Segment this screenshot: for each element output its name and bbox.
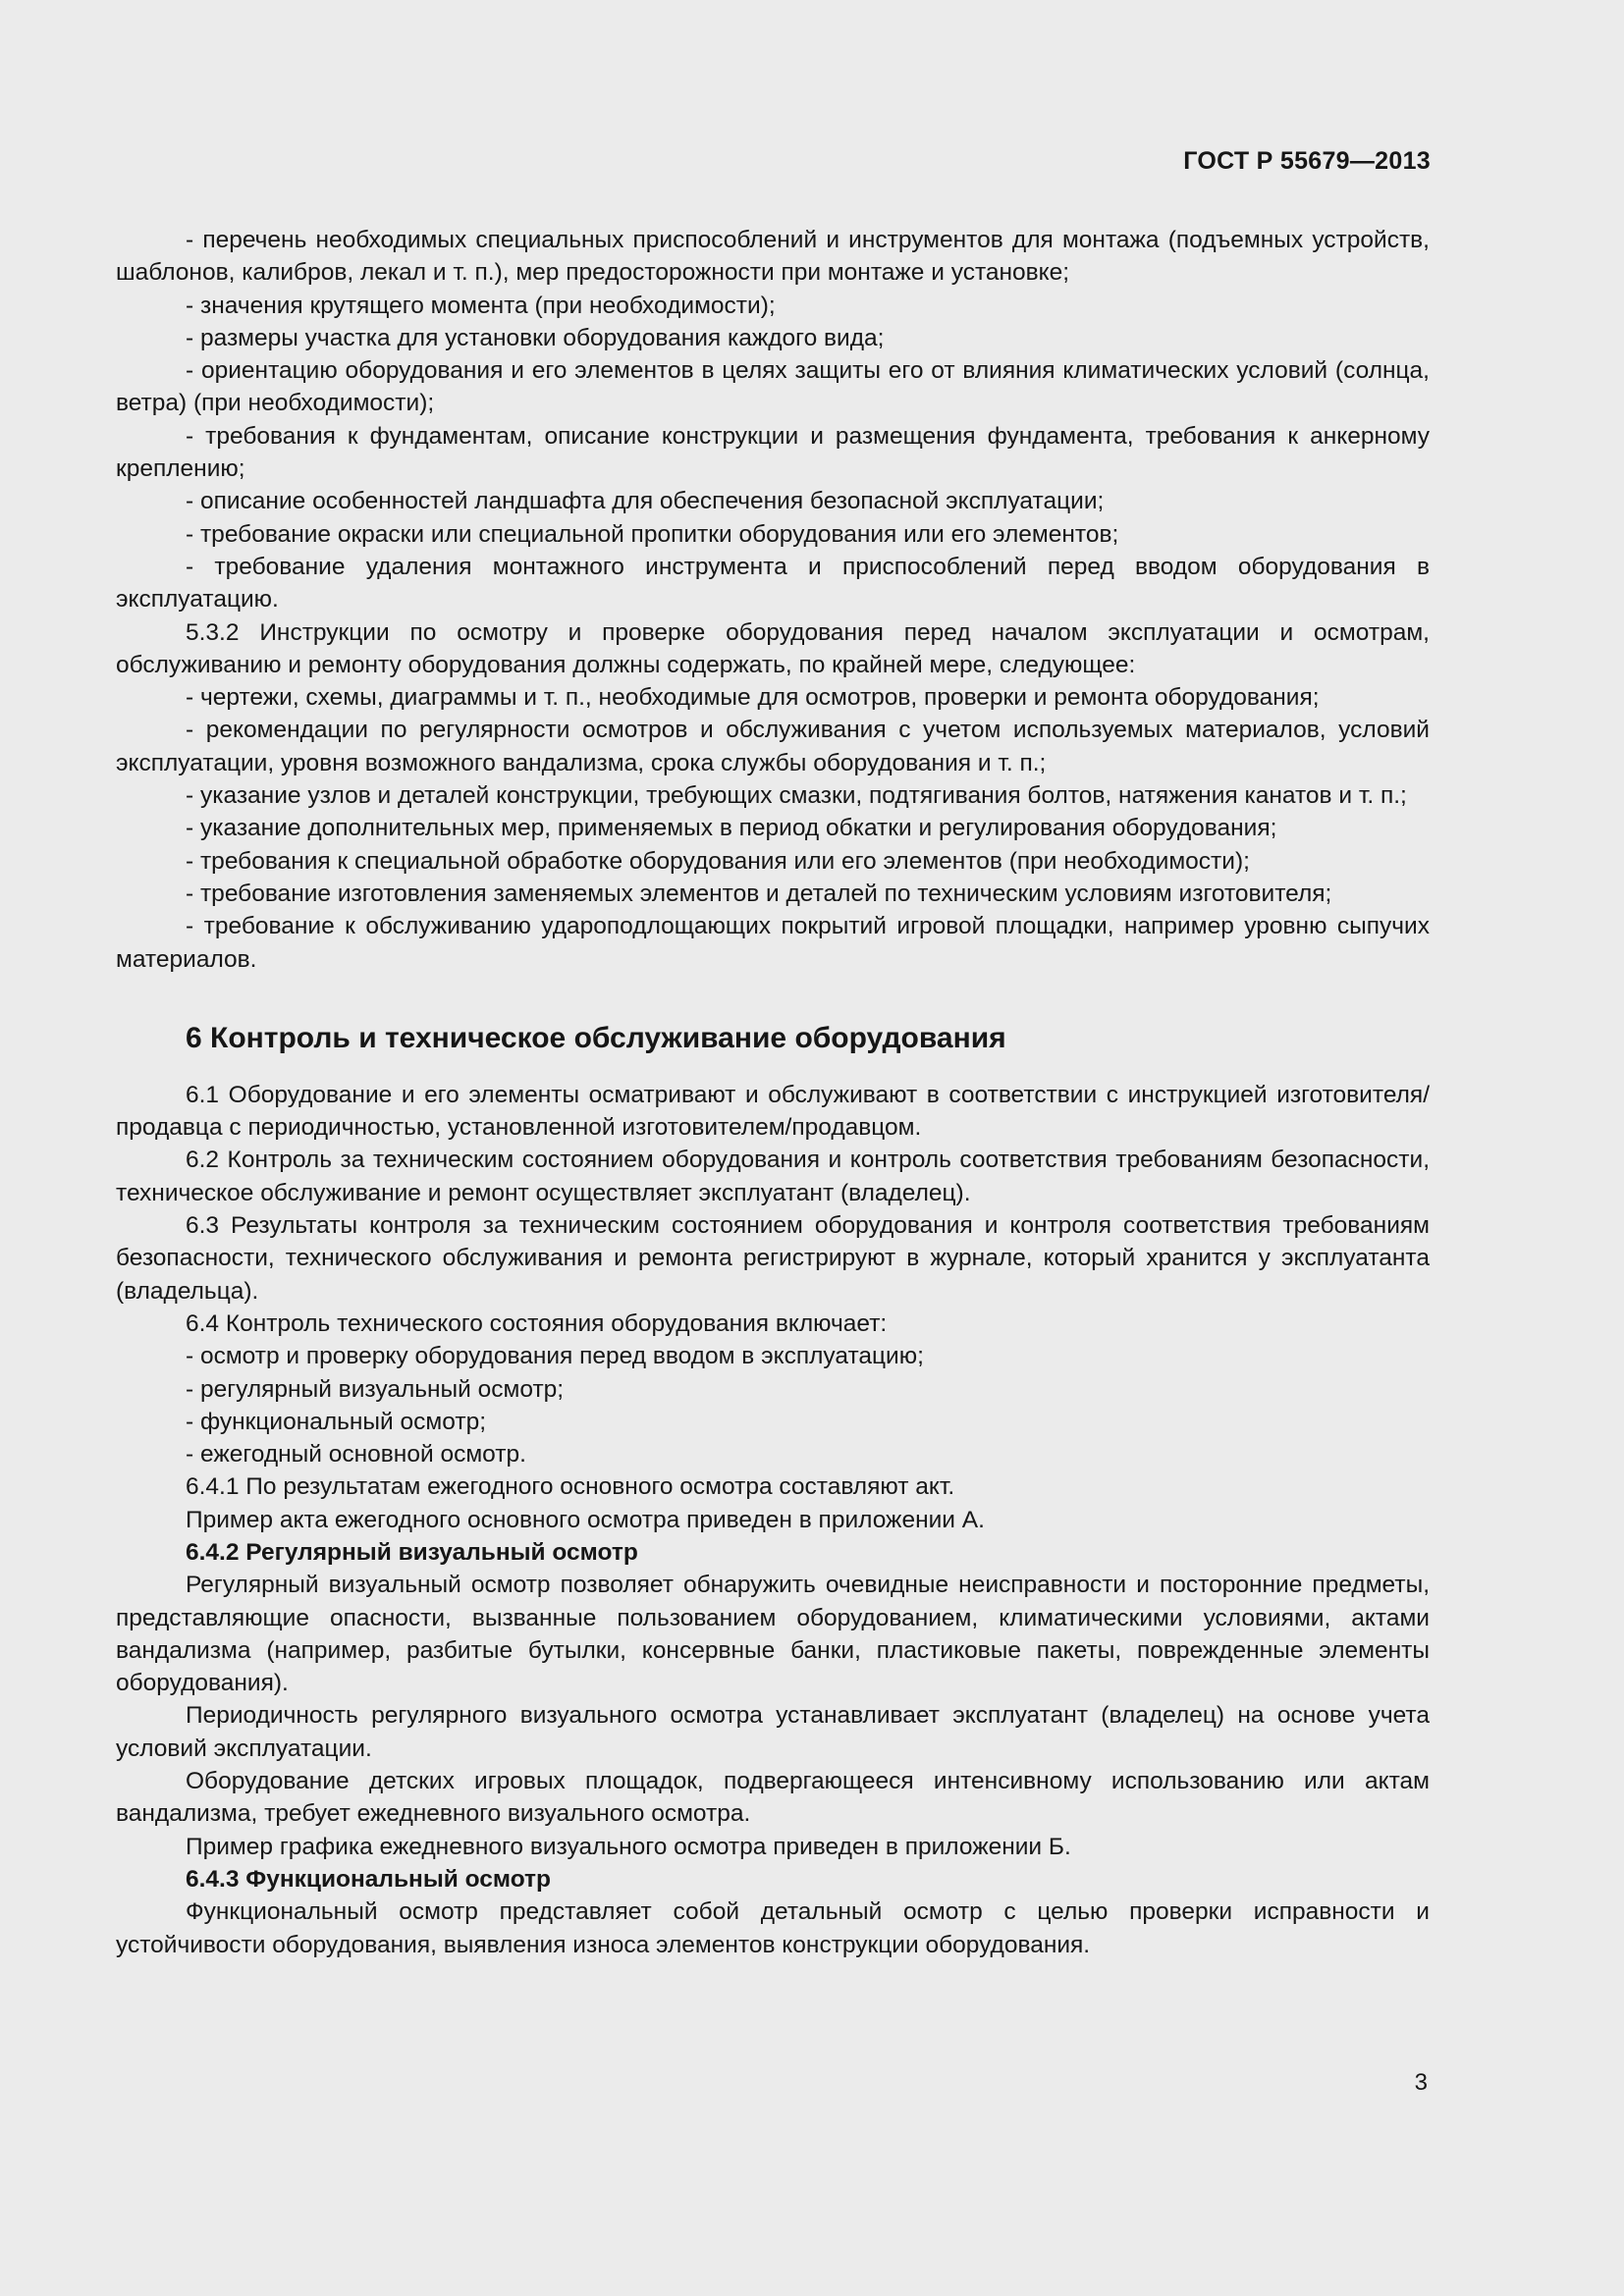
list-item-regular-visual: - регулярный визуальный осмотр; [186,1375,565,1403]
page-number: 3 [1414,2069,1428,2096]
list-item-drawings: - чертежи, схемы, диаграммы и т. п., необходимые для осмотров, проверки и ремонта оборудования; [186,684,1320,712]
list-item-special-treatment: - требования к специальной обработке оборудования или его элементов (при необходимости); [186,847,1250,875]
clause-6-1: 6.1 Оборудование и его элементы осматривают и обслуживают в соответствии с инструкцией изготовителя/продавца с периодичностью, установленной изготовителем/продавцом. [116,1081,1430,1142]
list-item-pre-operation: - осмотр и проверку оборудования перед вводом в эксплуатацию; [186,1343,924,1370]
list-item-tools: - перечень необходимых специальных приспособлений и инструментов для монтажа (подъемных устройств, шаблонов, калибров, лекал и т. п.), мер предосторожности при монтаже и установке; [116,227,1430,287]
list-item-surfacing: - требование к обслуживанию удароподлощающих покрытий игровой площадки, например уровню сыпучих материалов. [116,913,1430,973]
list-item-foundation: - требования к фундаментам, описание конструкции и размещения фундамента, требования к анкерному креплению; [116,422,1430,483]
list-item-replacement-parts: - требование изготовления заменяемых элементов и деталей по техническим условиям изготовителя; [186,880,1332,907]
clause-6-4-2-d: Пример графика ежедневного визуального осмотра приведен в приложении Б. [186,1833,1071,1860]
list-item-site-size: - размеры участка для установки оборудования каждого вида; [186,324,885,351]
document-body [116,224,1430,1961]
list-item-painting: - требование окраски или специальной пропитки оборудования или его элементов; [186,520,1119,548]
list-item-landscape: - описание особенностей ландшафта для обеспечения безопасной эксплуатации; [186,488,1105,515]
clause-6-4-2-c: Оборудование детских игровых площадок, подвергающееся интенсивному использованию или актам вандализма, требует ежедневного визуального осмотра. [116,1768,1430,1828]
clause-6-4-2-b: Периодичность регулярного визуального осмотра устанавливает эксплуатант (владелец) на основе учета условий эксплуатации. [116,1702,1430,1762]
clause-6-4-3-a: Функциональный осмотр представляет собой детальный осмотр с целью проверки исправности и устойчивости оборудования, выявления износа элементов конструкции оборудования. [116,1898,1430,1958]
list-item-orientation: - ориентацию оборудования и его элементов в целях защиты его от влияния климатических условий (солнца, ветра) (при необходимости); [116,357,1430,417]
clause-6-4-1-example: Пример акта ежегодного основного осмотра приведен в приложении А. [186,1506,985,1533]
clause-6-3: 6.3 Результаты контроля за техническим состоянием оборудования и контроля соответствия требованиям безопасности, технического обслуживания и ремонта регистрируют в журнале, который хранится у эксплуатанта (владельца). [116,1212,1430,1305]
clause-6-4: 6.4 Контроль технического состояния оборудования включает: [186,1309,888,1337]
document-header: ГОСТ Р 55679—2013 [1183,147,1431,175]
list-item-break-in: - указание дополнительных мер, применяемых в период обкатки и регулирования оборудования; [186,815,1277,842]
section-6-heading: 6 Контроль и техническое обслуживание оборудования [186,1021,1006,1054]
subheading-6-4-3: 6.4.3 Функциональный осмотр [186,1865,552,1893]
list-item-torque: - значения крутящего момента (при необходимости); [186,292,776,319]
list-item-lubrication: - указание узлов и деталей конструкции, требующих смазки, подтягивания болтов, натяжения канатов и т. п.; [186,782,1407,810]
list-item-functional: - функциональный осмотр; [186,1408,486,1435]
subheading-6-4-2: 6.4.2 Регулярный визуальный осмотр [186,1538,638,1566]
clause-6-4-1: 6.4.1 По результатам ежегодного основного осмотра составляют акт. [186,1473,955,1501]
list-item-annual: - ежегодный основной осмотр. [186,1441,526,1468]
clause-6-2: 6.2 Контроль за техническим состоянием оборудования и контроль соответствия требованиям безопасности, техническое обслуживание и ремонт осуществляет эксплуатант (владелец). [116,1147,1430,1206]
clause-6-4-2-a: Регулярный визуальный осмотр позволяет обнаружить очевидные неисправности и посторонние предметы, представляющие опасности, вызванные пользованием оборудованием, климатическими условиями, актами вандализма (например, разбитые бутылки, консервные банки, пластиковые пакеты, поврежденные элементы оборудования). [116,1572,1430,1697]
clause-5-3-2: 5.3.2 Инструкции по осмотру и проверке оборудования перед началом эксплуатации и осмотрам, обслуживанию и ремонту оборудования должны содержать, по крайней мере, следующее: [116,618,1430,678]
list-item-tool-removal: - требование удаления монтажного инструмента и приспособлений перед вводом оборудования в эксплуатацию. [116,553,1430,614]
list-item-recommendations: - рекомендации по регулярности осмотров и обслуживания с учетом используемых материалов, условий эксплуатации, уровня возможного вандализма, срока службы оборудования и т. п.; [116,717,1430,776]
